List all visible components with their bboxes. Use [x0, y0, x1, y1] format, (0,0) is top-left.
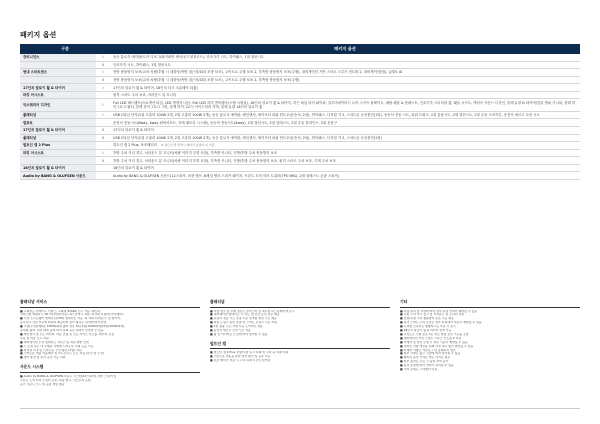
header-package-options: 패키지 옵션: [110, 44, 580, 54]
notes-column-1: [20, 299, 200, 387]
note-line: ■ 무상 소프트웨어 업데이트(OTA) 업데이트 가능, 최 적의 디렉토리, 및 알리미,: [20, 317, 121, 321]
table-row: [20, 142, 580, 150]
notes-body: [210, 310, 390, 337]
row-description: [110, 111, 580, 119]
row-category: 익스테리어 디자인: [20, 99, 96, 111]
table-row: [20, 91, 580, 99]
row-description-text: 동승 통로식 예약판(도어 디포그/와이퍼면 센서/공기청정모드), 인조가죽 시트, 하이패스, 1열 열선시트: [113, 55, 265, 60]
row-description-text: 후방 주차 거리 경고, 서라운드 뷰 모니터(차량 이미지 투명 포함), 후측방 모니터, 전방/후방 주차 충돌방지 보조, 원격 스마트 주차 보조, 기계 주차 보조: [113, 158, 336, 163]
notes-column-3: [400, 299, 580, 372]
row-description: [110, 172, 580, 180]
note-line: ■ 전방/후방 주차 충돌방지 보조 기능 제공: [400, 317, 454, 321]
note-line: ■ 보조 배터리 적용 시 주차 녹화 시간이 늘어남: [210, 359, 271, 363]
row-grade: Ⅱ: [96, 127, 110, 135]
table-row: [20, 149, 580, 157]
row-description-text: 빌트인 캠 2 Plus, 보조배터리: [113, 143, 157, 148]
note-line: ■ 운전석 에르고 모션 시트 적용: [210, 329, 251, 333]
table-body: [20, 54, 580, 180]
notes-heading: 플래티넘: [210, 299, 390, 308]
row-grade: Ⅰ: [96, 69, 110, 77]
row-grade: Ⅰ: [96, 54, 110, 61]
row-category: 파킹 어시스트: [20, 91, 96, 99]
row-description: [110, 99, 580, 111]
row-grade: Ⅰ: [96, 99, 110, 111]
notes-body: [400, 310, 580, 373]
note-line: ■ Audio by BANG & OLUFSEN 사운드 시스템(12스피커), 센터 스피커 및: [20, 374, 117, 378]
row-description-text: 전방 충돌방지 보조(교차 차량/추월 시 대향차/측방 접근차/회피 조향 보조), 고속도로 주행 보조 2, 후측방 충돌방지 보조(주행), 내비게이션 기반 스마트 크루즈 컨트롤 2, 내비게이션(맵), 클레오 AI: [113, 70, 403, 75]
row-grade: [96, 142, 110, 150]
row-description-text: USB C타입 단자(1열 고출력 100W 2개, 2열 고출력 100W 2개), 동승 통로식 예약판, 레인센서, 세이프티 파워 윈도우(동승석, 2열), 하이패스, 디지털 키 2, 스마트폰 무선충전(1열), 동승석 전동 시트, 파워 트렁크, 1열 통풍시트, 2열 열선시트, 2열 수동 도어커튼, 운전석 에르고 모션 시트: [113, 112, 540, 117]
table-row: [20, 164, 580, 172]
row-grade: [96, 91, 110, 99]
note-line: ■ 기타 문의는 고객센터 이용: [400, 368, 438, 372]
row-category: Audio by BANG & OLUFSEN 사운드: [20, 172, 96, 180]
row-grade: [96, 164, 110, 172]
note-line: ■ 고속도로 주행 보조 2는 차로 변경 보조 기능을 포함: [400, 332, 469, 336]
row-description-text: Audio by BANG & OLUFSEN 사운드(12스피커, 외장 앰프, 8채널 센터 스피커 패키지, 프론트 도어 미러 트위터(TPO IMG), 2열 암레스트 콘솔 스피커): [113, 173, 339, 178]
row-description-text: USB C타입 단자(1열 고출력 100W 2개, 2열 고출력 100W 2개), 동승 통로식 예약판, 레인센서, 세이프티 파워 윈도우(동승석, 2열), 하이패스, 디지털 키 2, 스마트폰 무선충전(1열): [113, 135, 382, 140]
note-line: ■ 자세한 사항은 카탈로그 및 홈페이지 참조: [400, 348, 456, 352]
note-line: ■ 패키지 옵션 가격은 별도 가격표 참조: [400, 356, 451, 360]
note-line: 공간 사운드 모드 및 음장 세팅 제공: [20, 382, 65, 386]
note-line: ■ 동승석 전동 시트 조정 기능 및 2열 열선 시트 제공: [210, 317, 277, 321]
note-line: 서비스의 업데이트 3D 미디어(어라운드뷰) 선택시 지원, 미국의 지원(한국어/영어): [20, 313, 124, 317]
table-row: [20, 61, 580, 69]
row-category: [20, 61, 96, 69]
row-grade: Ⅰ: [96, 149, 110, 157]
row-note: ※ 빌트인 캠 선택시 배터리 용량이 더 커짐: [160, 143, 215, 148]
note-line: ■ 빌트인 캠 2 Plus 전방/후방 동시 녹화 및 주차 중 녹화 지원: [210, 351, 289, 355]
page-title: 패키지 옵션: [20, 31, 57, 39]
note-line: ■ 스마트폰 연동을 통한 영상 확인 및 공유 가능: [210, 355, 271, 359]
row-description-text: 18인치 알로이 휠 & 타이어: [113, 166, 154, 171]
row-description: [110, 164, 580, 172]
notes-body: [20, 375, 200, 387]
table-row: [20, 119, 580, 127]
row-description-text: 후방 주차 거리 경고, 서라운드 뷰 모니터(차량 이미지 투명 포함), 후측방 모니터, 전방/후방 주차 충돌방지 보조: [113, 150, 278, 155]
table-row: [20, 69, 580, 77]
row-category: 18인치 알로이 휠 & 타이어: [20, 164, 96, 172]
note-line: ■ 휠 및 타이어는 트림에 따라 상이할 수 있음: [210, 332, 268, 336]
row-description: [110, 119, 580, 127]
note-line: ■ 카메라 및 센서 오염 시 일부 기능이 제한될 수 있음: [400, 340, 468, 344]
note-line: ■ 차량 정보 및 주행 정보는 클러스터 및 헤드업 디스플레이에 표시: [210, 309, 295, 313]
note-line: 프론트 도어 미러 트위터 포함, 외장 앰프, 서브우퍼 포함,: [20, 378, 92, 382]
footnotes: [20, 299, 580, 399]
note-line: ■ 스마트폰 애플 카플레이 및 안드로이드 오토 지원 (유선 및 무선): [20, 352, 104, 356]
note-line: ■ 무 조정 혹은 내 주행을 가볍게 느끼도록 주행 도움 기능: [20, 344, 94, 348]
row-description-text: 17인치 알로이 휠 & 타이어: [113, 128, 154, 133]
row-category: 17인치 알로이 휠 & 타이어: [20, 127, 96, 135]
row-grade: Ⅱ: [96, 134, 110, 142]
row-description: [110, 54, 580, 61]
row-description: [110, 134, 580, 142]
note-line: 장치의 출력, 전력 배정 등에 따라 실제 공급 전력이 달라질 수 있음: [20, 329, 104, 333]
row-category: 파킹 어시스트: [20, 149, 96, 157]
row-description: [110, 142, 580, 150]
row-grade: Ⅰ: [96, 111, 110, 119]
table-header-row: [20, 44, 580, 54]
table-row: [20, 127, 580, 135]
note-line: ■ 18인치 알로이 휠 & 타이어 선택 가능: [400, 329, 452, 333]
row-description: [110, 69, 580, 77]
table-row: [20, 84, 580, 92]
row-grade: Ⅱ: [96, 76, 110, 84]
note-line: ■ 내비게이션 무선 업데이트 서비스 및 지원 방법 안내: [20, 340, 89, 344]
row-description-text: Full LED 헤드램프(프로젝션 타입, LED 방향지시등), Full LED 리어 콤비램프(스텝 시퀀셜), 18인치 알로이 휠 & 타이어, 히든 타입 리어 와이퍼, 일루미네이티드 도어 스커프 플레이트, 메탈 페달 & 풋레스트, 인조가죽 스티어링 휠, 패들 시프트, 액티브 사운드 디자인, 블랙 유광 D 타이어/앞뒤 범퍼 가니쉬, 블랙 하이그로시 필러, 블랙 하이그로시 그릴, 블랙 하이그로시 사이드미러 커버, 블랙 유광 18인치 알로이 휠: [113, 100, 576, 110]
note-line: 수동 및 자동 모드 지원: [20, 336, 49, 340]
row-category: [20, 157, 96, 165]
header-category: 구분: [20, 44, 110, 54]
row-category: 플래티넘: [20, 134, 96, 142]
note-line: ■ 내비게이션 기반 스마트 크루즈 컨트롤 2 적용: [400, 336, 462, 340]
row-category: 17인치 알로이 휠 & 타이어: [20, 84, 96, 92]
note-line: ■ 내비게이션 업데이트 시 지도 및 안전 운전 정보 제공: [210, 313, 280, 317]
table-row: [20, 172, 580, 180]
row-description-text: 원격 스마트 주차 보조, 서라운드 뷰 모니터: [113, 93, 177, 98]
note-line: ■ 차량 컬러 및 사양에 따라 일부 옵션 선택이 제한될 수 있음: [400, 309, 478, 313]
row-category: 플래티넘: [20, 111, 96, 119]
row-grade: Ⅱ: [96, 61, 110, 69]
table-row: [20, 54, 580, 61]
note-line: ■ 예약 충전 및 원격 공조 기능 지원: [20, 356, 66, 360]
note-line: ■ 일부 옵션은 트림 간 중복 선택 불가: [400, 360, 449, 364]
notes-body: [210, 351, 390, 363]
row-description: [110, 76, 580, 84]
note-line: ■ 사양은 차량 개선을 위해 사전 예고 없이 변경될 수 있음: [400, 344, 474, 348]
row-description: [110, 84, 580, 92]
note-line: ■ 1열 통풍 시트, 2열 수동 도어커튼 적용: [210, 325, 263, 329]
note-line: ■ 파워 트렁크 높이 조절 및 스마트 트렁크 기능 지원: [210, 321, 277, 325]
notes-heading: 빌트인 캠: [210, 341, 390, 350]
notes-heading: 플래티넘 서비스: [20, 299, 200, 308]
table-row: [20, 76, 580, 84]
row-grade: [96, 119, 110, 127]
row-grade: Ⅱ: [96, 157, 110, 165]
note-line: 블루링크 가입 이후에 한하여 제공되며 일부 항목은 위성에 따라 한정: [20, 321, 107, 325]
notes-column-2: [210, 299, 390, 363]
note-line: ■ 후측방 모니터는 방향지시등 작동 시 표시: [400, 325, 456, 329]
note-line: ■ 디지털 키 2 및 스마트폰 무선 충전 (1열) 지원: [20, 348, 82, 352]
note-line: ■ 일부 사양은 출고 시점에 따라 달라질 수 있음: [400, 352, 461, 356]
note-line: ■ 고해상도 커넥티드 서비스, 고화질 STARS 모드 가능, 레인지,: [20, 309, 101, 313]
row-category: 컨비니언스: [20, 54, 96, 61]
row-category: 컴포트: [20, 119, 96, 127]
table-row: [20, 157, 580, 165]
note-line: ■ 옵션 조합에 따라 연비가 달라질 수 있음: [400, 364, 454, 368]
table-row: [20, 111, 580, 119]
note-line: ■ 원격 스마트 주차 보조는 일부 환경에서 작동이 제한될 수 있음: [400, 321, 482, 325]
row-description-text: 운전석 전동시트(8way, 4way 럼버서포트, 자세 메모리 시스템), 동승석 전동시트(4way), 2열 열선시트, 2열 암레스트, 2열 수동 블라인드, 2열 송풍구: [113, 120, 338, 125]
row-grade: [96, 172, 110, 180]
row-description-text: 인조가죽 시트, 하이패스, 1열 열선시트: [113, 62, 171, 67]
note-line: ■ 후방 주차 거리 경고 및 서라운드 뷰 모니터 지원: [400, 313, 465, 317]
row-description: [110, 91, 580, 99]
note-line: ■ 직결(무선)(제외), 100W(최대 출력 전류 5A) 1열(100W/2개)/2열(100W/2개): [20, 325, 125, 329]
notes-body: [20, 310, 200, 361]
notes-heading: 사운드 시스템: [20, 364, 200, 373]
bottom-divider: [20, 408, 580, 409]
package-options-table: [20, 44, 580, 180]
row-description-text: 17인치 알로이 휠 & 타이어, 18인치 다크 크롬메이크(휠): [113, 85, 198, 90]
row-description: [110, 149, 580, 157]
row-category: 현대 스마트센스: [20, 69, 96, 77]
row-category: 빌트인 캠 2 Plus: [20, 142, 96, 150]
row-description: [110, 157, 580, 165]
row-category: [20, 76, 96, 84]
table-row: [20, 134, 580, 142]
row-description: [110, 61, 580, 69]
row-description: [110, 127, 580, 135]
row-grade: Ⅰ: [96, 84, 110, 92]
row-description-text: 전방 충돌방지 보조(교차 차량/추월 시 대향차/측방 접근차/회피 조향 보조), 고속도로 주행 보조 2, 후측방 충돌방지 보조(주행): [113, 77, 300, 82]
table-row: [20, 99, 580, 111]
note-line: ■ 레인센서 및 오토 와이퍼, 자동 조명 및 오토 라이트 컨트롤, 레이저 보정: [20, 332, 114, 336]
notes-heading: 기타: [400, 299, 580, 308]
